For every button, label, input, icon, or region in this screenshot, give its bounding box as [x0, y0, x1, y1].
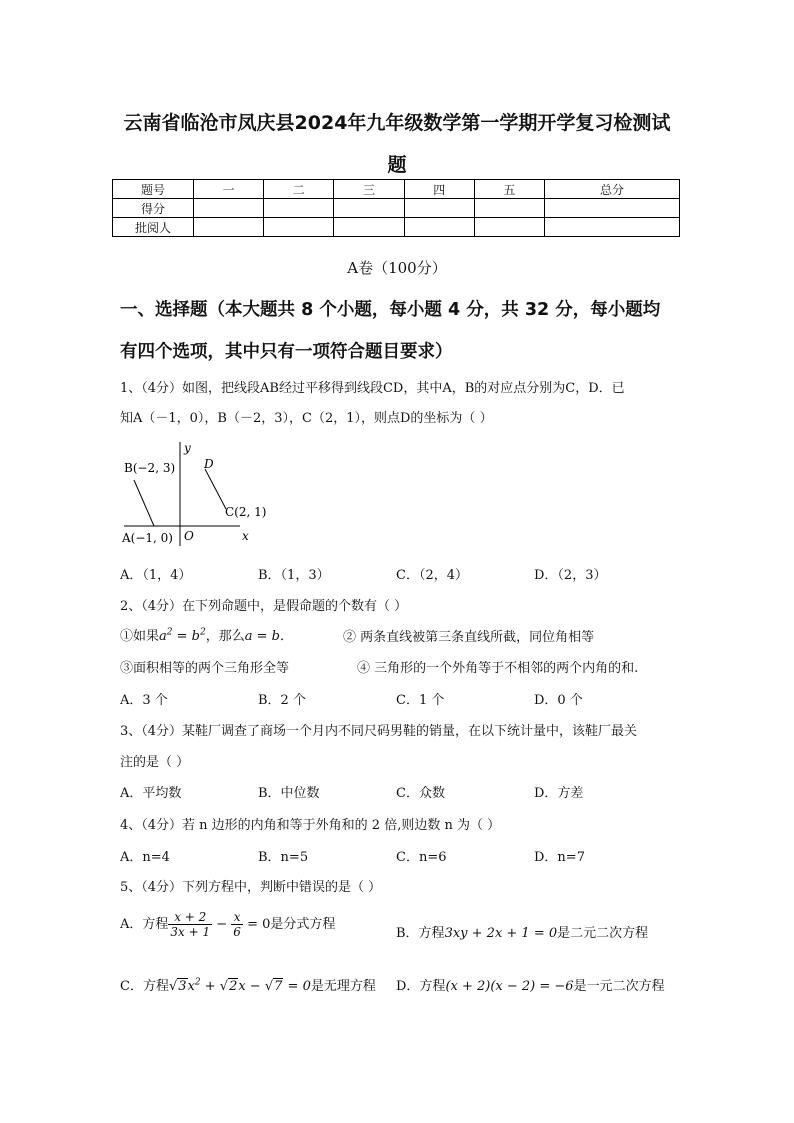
q2-option-d[interactable]: D．0 个: [534, 693, 583, 708]
q1-option-b[interactable]: B．（1，3）: [258, 568, 330, 583]
q5-b-pre: B．方程: [396, 926, 445, 941]
q2-s1-end: ．: [279, 629, 293, 644]
q5-stem: 5、（4分）下列方程中，判断中错误的是（ ）: [120, 880, 382, 895]
q5-c-formula: $√3x^2 + √2x - √7 = 0$: [168, 977, 311, 994]
score-table-header-cell: 二: [264, 180, 334, 199]
q2-statement-3: ③面积相等的两个三角形全等: [120, 661, 290, 676]
label-y: y: [184, 441, 191, 455]
page-title-line1: 云南省临沧市凤庆县2024年九年级数学第一学期开学复习检测试: [123, 112, 671, 134]
q5-b-formula: 3xy + 2x + 1 = 0: [444, 926, 558, 941]
q1-stem-line1: 1、（4分）如图，把线段AB经过平移得到线段CD，其中A，B的对应点分别为C，D．已: [120, 381, 625, 396]
q1-option-d[interactable]: D．（2，3）: [534, 568, 607, 583]
label-o: O: [184, 529, 194, 543]
score-cell[interactable]: [404, 218, 474, 237]
q4-stem: 4、（4分）若 n 边形的内角和等于外角和的 2 倍,则边数 n 为（ ）: [120, 818, 501, 833]
q5-b-post: 是二元二次方程: [557, 926, 649, 941]
score-cell[interactable]: [264, 199, 334, 218]
q5-option-c[interactable]: [120, 975, 376, 994]
q4-option-c[interactable]: C．n=6: [396, 850, 447, 865]
q1-stem-line2: 知A（－1，0），B（－2，3），C（2，1），则点D的坐标为（ ）: [120, 411, 493, 426]
page-title-line2: 题: [387, 154, 407, 176]
q1-option-a[interactable]: A．（1，4）: [120, 568, 192, 583]
score-table-header-cell: 三: [334, 180, 404, 199]
q2-option-c[interactable]: C．1 个: [396, 693, 445, 708]
q1-option-c[interactable]: C．（2，4）: [396, 568, 468, 583]
score-table-header-cell: 题号: [113, 180, 194, 199]
q3-option-b[interactable]: B．中位数: [258, 786, 320, 801]
q2-s1-formula-1: $a^2 = b^2$: [159, 627, 206, 644]
q2-s1-pre: ①如果: [120, 629, 160, 644]
q4-option-d[interactable]: D．n=7: [534, 850, 585, 865]
label-d: D: [204, 457, 214, 471]
segment-cd: [205, 469, 226, 509]
score-table-header-cell: 总分: [545, 180, 680, 199]
score-cell[interactable]: [545, 218, 680, 237]
score-table-header-cell: 五: [474, 180, 544, 199]
q2-statement-1: [120, 625, 293, 644]
q5-option-b[interactable]: [396, 922, 648, 941]
q3-stem-line2: 注的是（ ）: [120, 755, 190, 770]
q5-a-fraction-1: $\frac{x + 2}{3x + 1}$: [170, 910, 211, 939]
q2-s1-formula-2: a = b: [244, 629, 280, 644]
q5-a-post: 是分式方程: [270, 917, 336, 932]
score-table: [112, 179, 680, 237]
q2-option-a[interactable]: A．3 个: [120, 693, 168, 708]
score-table-row-label: 批阅人: [113, 218, 194, 237]
q2-s1-mid: ，那么: [205, 629, 245, 644]
q5-c-pre: C．方程: [120, 979, 169, 994]
q3-option-a[interactable]: A．平均数: [120, 786, 182, 801]
score-cell[interactable]: [194, 218, 264, 237]
label-c: C(2, 1): [225, 505, 267, 519]
q4-option-b[interactable]: B．n=5: [258, 850, 309, 865]
score-cell[interactable]: [334, 199, 404, 218]
label-b: B(−2, 3): [124, 461, 176, 475]
q5-a-pre: A．方程: [120, 917, 169, 932]
q5-d-pre: D．方程: [396, 979, 446, 994]
score-table-header-cell: 一: [194, 180, 264, 199]
q2-statement-2: ② 两条直线被第三条直线所截，同位角相等: [343, 630, 595, 645]
q4-option-a[interactable]: A．n=4: [120, 850, 170, 865]
score-cell[interactable]: [404, 199, 474, 218]
q2-stem: 2、（4分）在下列命题中，是假命题的个数有（ ）: [120, 599, 408, 614]
q5-d-formula: (x + 2)(x − 2) = −6: [445, 979, 574, 994]
section-heading-line2: 有四个选项，其中只有一项符合题目要求）: [120, 342, 453, 362]
segment-ab: [134, 480, 154, 526]
q3-option-c[interactable]: C．众数: [396, 786, 445, 801]
q5-d-post: 是一元二次方程: [573, 979, 665, 994]
q2-option-b[interactable]: B．2 个: [258, 693, 306, 708]
q2-statement-4: ④ 三角形的一个外角等于不相邻的两个内角的和.: [357, 661, 639, 676]
score-table-row: [113, 218, 680, 237]
score-cell[interactable]: [194, 199, 264, 218]
q3-stem-line1: 3、（4分）某鞋厂调查了商场一个月内不同尺码男鞋的销量，在以下统计量中，该鞋厂最关: [120, 724, 638, 739]
score-cell[interactable]: [334, 218, 404, 237]
q5-a-fraction-2: $\frac{x}{6}$: [233, 910, 241, 939]
q1-coordinate-figure: [118, 438, 288, 553]
score-cell[interactable]: [264, 218, 334, 237]
q5-option-a[interactable]: [120, 910, 335, 939]
label-x: x: [242, 529, 249, 543]
q3-option-d[interactable]: D．方差: [534, 786, 584, 801]
score-table-row: [113, 199, 680, 218]
score-cell[interactable]: [474, 218, 544, 237]
q5-a-minus: −: [212, 917, 232, 932]
q5-c-post: 是无理方程: [310, 979, 376, 994]
score-table-header-cell: 四: [404, 180, 474, 199]
q5-a-eq: = 0: [242, 917, 271, 932]
section-heading-line1: 一、选择题（本大题共 8 个小题，每小题 4 分，共 32 分，每小题均: [120, 300, 661, 320]
q5-option-d[interactable]: [396, 975, 665, 994]
score-cell[interactable]: [545, 199, 680, 218]
volume-heading: A卷（100分）: [347, 259, 447, 277]
score-table-header-row: [113, 180, 680, 199]
label-a: A(−1, 0): [122, 531, 173, 545]
score-table-row-label: 得分: [113, 199, 194, 218]
score-cell[interactable]: [474, 199, 544, 218]
